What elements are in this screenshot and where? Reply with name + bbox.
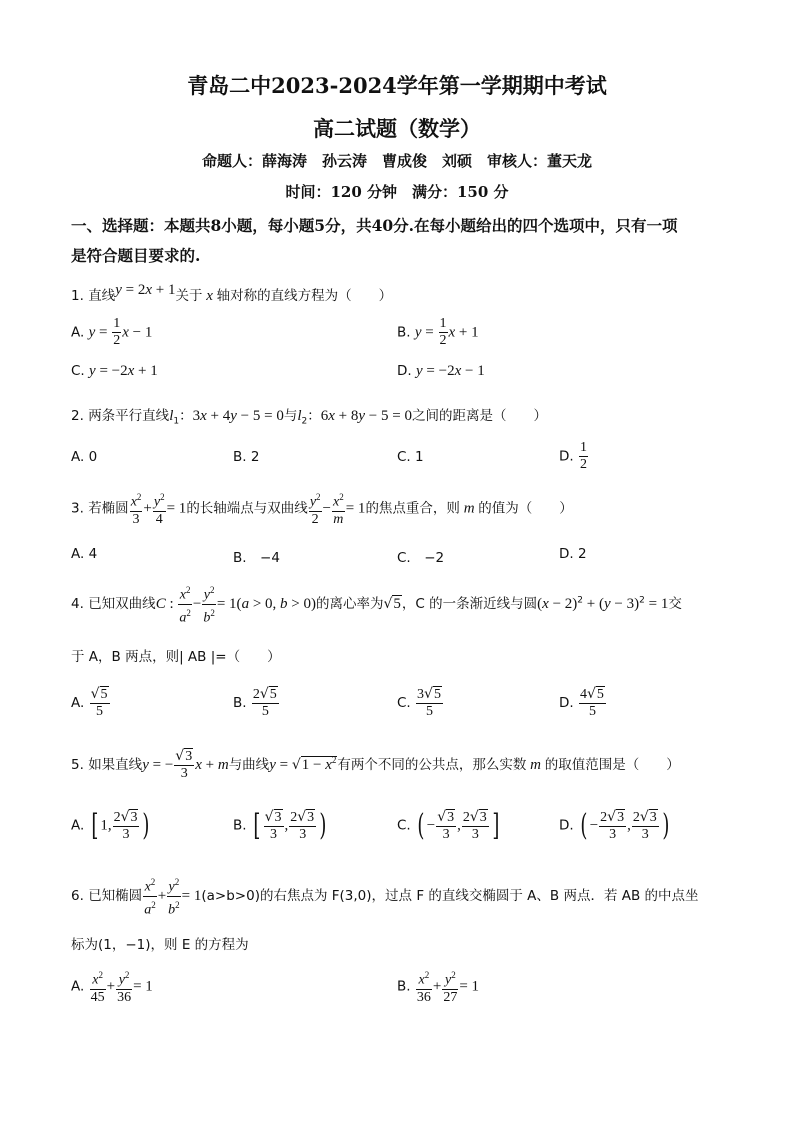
- q3-option-c[interactable]: C. −2: [397, 550, 445, 566]
- question-6-line2: 标为(1，−1)，则 E 的方程为: [71, 937, 249, 953]
- exam-subtitle: 高二试题（数学）: [313, 116, 481, 141]
- q4-option-a[interactable]: A. $\frac{√5}{5}$: [71, 686, 108, 719]
- exam-time-info: 时间：120 分钟 满分：150 分: [285, 183, 509, 201]
- question-3: 3. 若椭圆 $\frac{x^2}{3}$ + $\frac{y^2}{4}$ = 1的长轴端点与双曲线 $\frac{y^2}{2}$ − $\frac{x^2}{m}$ = 1的焦点重合，则 m 的值为（ ）: [71, 489, 573, 528]
- q2-option-a[interactable]: A. 0: [71, 449, 98, 465]
- question-5: 5. 如果直线y = − $\frac{√3}{3}$ x + m与曲线$y = √1 - x^2$有两个不同的公共点，那么实数 m 的取值范围是（ ）: [71, 748, 680, 781]
- q3-option-b[interactable]: B. −4: [233, 550, 280, 566]
- q5-option-d[interactable]: D. ( − $\frac{2√3}{3}$ , $\frac{2√3}{3}$ ): [559, 808, 670, 843]
- q5-option-c[interactable]: C. ( − $\frac{√3}{3}$ , $\frac{2√3}{3}$ ]: [397, 808, 500, 843]
- question-4: 4. 已知双曲线C : $\frac{x^2}{a^2}$ − $\frac{y^2}{b^2}$ = 1(a > 0, b > 0)的离心率为√5，C 的一条渐近线与圆$(x - 2)^2 + (y - 3)^2 = 1$交: [71, 582, 682, 626]
- q1-option-d[interactable]: D. y = −2x − 1: [397, 363, 485, 379]
- question-4-line2: 于 A，B 两点，则| AB |=（ ）: [71, 649, 281, 665]
- q5-option-a[interactable]: A. [ 1, $\frac{2√3}{3}$ ): [71, 808, 150, 843]
- question-6: 6. 已知椭圆 $\frac{x^2}{a^2}$ + $\frac{y^2}{b^2}$ = 1(a>b>0)的右焦点为 F(3,0)，过点 F 的直线交椭圆于 A、B 两点．若 AB 的中点坐: [71, 874, 699, 918]
- q3-option-d[interactable]: D. 2: [559, 546, 587, 562]
- exam-title: 青岛二中2023-2024学年第一学期期中考试: [187, 73, 607, 98]
- q4-option-c[interactable]: C. $\frac{3√5}{5}$: [397, 686, 441, 719]
- section-heading-line1: 一、选择题：本题共8小题，每小题5分，共40分.在每小题给出的四个选项中，只有一项: [71, 216, 678, 235]
- q4-option-d[interactable]: D. $\frac{4√5}{5}$: [559, 686, 604, 719]
- section-heading-line2: 是符合题目要求的.: [71, 246, 201, 265]
- q3-option-a[interactable]: A. 4: [71, 546, 98, 562]
- q5-option-b[interactable]: B. [ $\frac{√3}{3}$ , $\frac{2√3}{3}$ ): [233, 808, 327, 843]
- q1-option-a[interactable]: A. y = $\frac{1}{2}$ x − 1: [71, 316, 153, 348]
- question-1: 1. 直线y = 2x + 1关于 x 轴对称的直线方程为（ ）: [71, 282, 393, 304]
- q2-option-c[interactable]: C. 1: [397, 449, 424, 465]
- q1-option-b[interactable]: B. y = $\frac{1}{2}$ x + 1: [397, 316, 479, 348]
- q2-option-d[interactable]: D. $\frac{1}{2}$: [559, 440, 587, 472]
- q4-option-b[interactable]: B. $\frac{2√5}{5}$: [233, 686, 277, 719]
- question-2: 2. 两条平行直线$l_1$：3x + 4y − 5 = 0与$l_2$：6x + 8y − 5 = 0之间的距离是（ ）: [71, 408, 547, 427]
- q6-option-a[interactable]: A. $\frac{x^2}{45}$ + $\frac{y^2}{36}$ = 1: [71, 967, 153, 1006]
- q2-option-b[interactable]: B. 2: [233, 449, 260, 465]
- q6-option-b[interactable]: B. $\frac{x^2}{36}$ + $\frac{y^2}{27}$ = 1: [397, 967, 479, 1006]
- q1-option-c[interactable]: C. y = −2x + 1: [71, 363, 158, 379]
- exam-authors: 命题人：薛海涛 孙云涛 曹成俊 刘硕 审核人：董天龙: [201, 152, 592, 170]
